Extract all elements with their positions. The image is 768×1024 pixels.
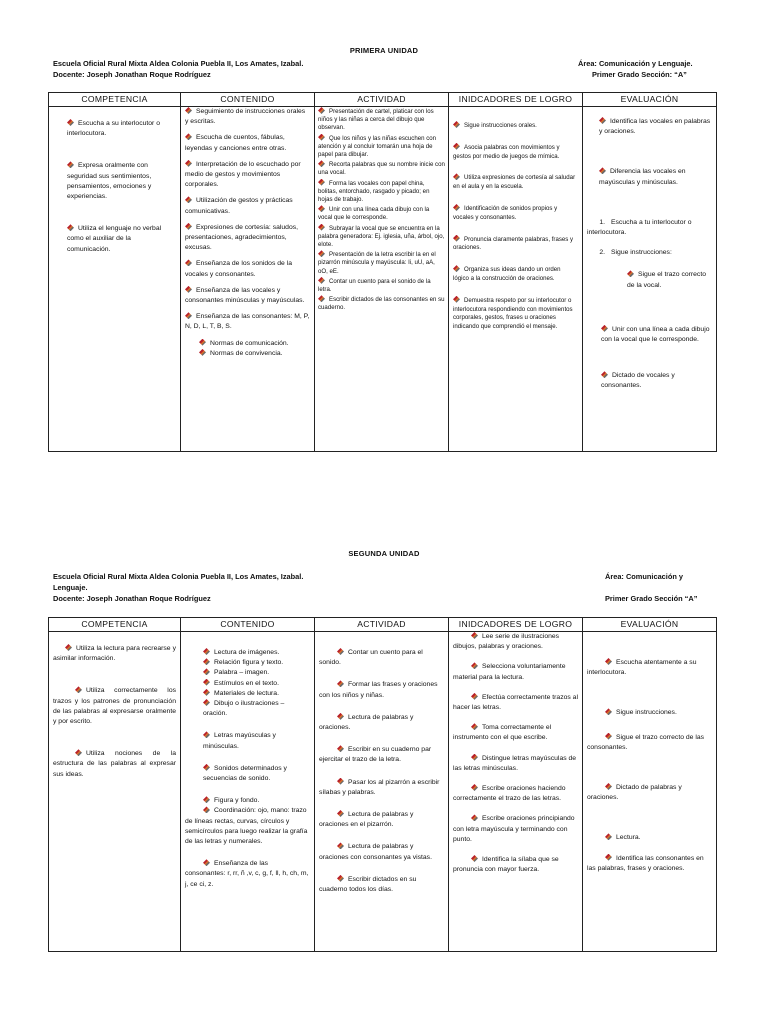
bullet-icon [318, 134, 325, 141]
list-item: Sonidos determinados y secuencias de sonido. [203, 764, 287, 783]
list-item: Diferencia las vocales en mayúsculas y minúsculas. [599, 168, 686, 186]
bullet-icon [318, 250, 325, 257]
bullet-icon [318, 107, 325, 114]
bullet-icon [471, 784, 478, 791]
bullet-icon [203, 796, 210, 803]
bullet-icon [471, 814, 478, 821]
header-competencia: COMPETENCIA [49, 93, 181, 107]
bullet-icon [453, 235, 460, 242]
bullet-icon [605, 658, 612, 665]
unit-title: PRIMERA UNIDAD [349, 46, 419, 55]
bullet-icon [605, 783, 612, 790]
bullet-icon [453, 265, 460, 272]
list-item: Utiliza el lenguaje no verbal como el auxiliar de la comunicación. [67, 225, 162, 253]
bullet-icon [601, 325, 608, 332]
school-name: Escuela Oficial Rural Mixta Aldea Colonia Puebla II, Los Amates, Izabal. [53, 59, 304, 68]
bullet-icon [318, 295, 325, 302]
header-indicadores: INIDCADORES DE LOGRO [449, 618, 583, 632]
bullet-icon [203, 689, 210, 696]
bullet-icon [199, 349, 206, 356]
list-item: Unir con una línea a cada dibujo con la vocal que le corresponde. [601, 325, 710, 344]
list-item: Utilización de gestos y prácticas comunicativas. [185, 197, 293, 215]
list-item: Dictado de palabras y oraciones. [587, 784, 682, 802]
actividad-cell [315, 632, 449, 952]
list-item: Forma las vocales con papel china, bolitas, entorchado, rasgado y picado; en hojas de trabajo. [318, 179, 430, 204]
bullet-icon [203, 806, 210, 813]
list-item: Utiliza expresiones de cortesía al saludar en el aula y en la escuela. [453, 174, 576, 191]
header-evaluacion: EVALUACIÓN [583, 93, 717, 107]
bullet-icon [203, 731, 210, 738]
grade-label: Primer Grado Sección “A” [605, 594, 698, 603]
actividad-cell [315, 107, 449, 452]
list-item: Utiliza nociones de la estructura de las palabras al expresar sus ideas. [53, 750, 176, 778]
list-item: Presentación de cartel, platicar con los niños y las niñas a cerca del dibujo que observan. [318, 108, 434, 132]
list-item: Dibujo o ilustraciones – oración. [203, 700, 285, 718]
list-item: Enseñanza de las consonantes: r, rr, ñ ,v, c, g, f, ll, h, ch, m, j, ce ci, z. [185, 860, 309, 888]
bullet-icon [605, 733, 612, 740]
list-item: Enseñanza de las vocales y consonantes minúsculas y mayúsculas. [185, 286, 305, 305]
bullet-icon [185, 223, 192, 230]
bullet-icon [337, 680, 344, 687]
list-item: Presentación de la letra escribir la en el pizarrón minúscula y mayúscula: Ii, uU, aA, oO, eE. [318, 251, 436, 275]
bullet-icon [627, 270, 634, 277]
bullet-icon [185, 286, 192, 293]
list-item: Relación figura y texto. [214, 659, 284, 667]
list-item: Enseñanza de las consonantes: M, P, N, D, L, T, B, S. [185, 313, 310, 331]
bullet-icon [337, 713, 344, 720]
teacher-name: Docente: Joseph Jonathan Roque Rodríguez [53, 70, 211, 79]
list-item: Expresiones de cortesía: saludos, presentaciones, agradecimientos, excusas. [185, 223, 299, 252]
table-header-row [49, 618, 717, 632]
list-item: Demuestra respeto por su interlocutor o interlocutora respondiendo con movimientos corporales, gestos, frases u oraciones indicando que comprendió el mensaje. [453, 296, 573, 331]
bullet-icon [185, 160, 192, 167]
bullet-icon [67, 161, 74, 168]
list-item: Escribe oraciones principiando con letra mayúscula y terminando con punto. [453, 815, 575, 843]
list-item: Escucha a su interlocutor o interlocutora. [67, 120, 160, 138]
list-item: Contar un cuento para el sonido. [319, 649, 423, 667]
bullet-icon [318, 160, 325, 167]
list-item: Enseñanza de los sonidos de la vocales y consonantes. [185, 260, 292, 278]
list-item: Sigue instrucciones. [616, 709, 677, 717]
list-item: Organiza sus ideas dando un orden lógico a la construcción de oraciones. [453, 266, 561, 282]
list-item: Escribir dictados en su cuaderno todos los días. [319, 875, 417, 894]
list-item: Escucha a tu interlocutor o interlocutora. [587, 218, 692, 237]
list-item: Pronuncia claramente palabras, frases y oraciones. [453, 235, 574, 252]
bullet-icon [337, 745, 344, 752]
teacher-name: Docente: Joseph Jonathan Roque Rodríguez [53, 594, 211, 603]
list-item: Interpretación de lo escuchado por medio de gestos y movimientos corporales. [185, 160, 301, 189]
bullet-icon [453, 173, 460, 180]
bullet-icon [601, 371, 608, 378]
header-competencia: COMPETENCIA [49, 618, 181, 632]
list-item: Identifica las vocales en palabras y oraciones. [599, 118, 711, 136]
list-item: Letras mayúsculas y minúsculas. [203, 732, 276, 750]
bullet-icon [471, 632, 478, 639]
header-contenido: CONTENIDO [181, 93, 315, 107]
list-item: Formar las frases y oraciones con los niños y niñas. [319, 681, 438, 699]
bullet-icon [185, 133, 192, 140]
list-item: Lectura de imágenes. [214, 649, 280, 656]
planning-table [48, 617, 717, 952]
bullet-icon [67, 119, 74, 126]
bullet-icon [599, 117, 606, 124]
list-item: Sigue instrucciones orales. [464, 122, 537, 129]
contenido-cell [181, 632, 315, 952]
bullet-icon [605, 854, 612, 861]
list-item: Pasar los al pizarrón a escribir sílabas y palabras. [319, 778, 440, 796]
bullet-icon [337, 778, 344, 785]
list-item: Estímulos en el texto. [214, 679, 279, 687]
header-evaluacion: EVALUACIÓN [583, 618, 717, 632]
bullet-icon [318, 179, 325, 186]
list-item: Lectura. [616, 834, 641, 842]
bullet-icon [203, 764, 210, 771]
list-item: Expresa oralmente con seguridad sus sentimientos, pensamientos, emociones y experiencias. [67, 162, 152, 201]
evaluacion-cell [583, 107, 717, 452]
list-item: Seguimiento de instrucciones orales y escritas. [185, 108, 306, 126]
bullet-icon [318, 277, 325, 284]
list-item: Lectura de palabras y oraciones. [319, 713, 414, 732]
list-item: Escribir en su cuaderno par ejercitar el trazo de la letra. [319, 746, 432, 764]
competencia-cell [49, 632, 181, 952]
evaluacion-cell [583, 632, 717, 952]
list-item: Normas de comunicación. [210, 339, 289, 347]
list-item: Lee serie de ilustraciones dibujos, palabras y oraciones. [453, 633, 560, 651]
indicadores-cell [449, 107, 583, 452]
list-item: Identifica las consonantes en las palabras, frases y oraciones. [587, 854, 704, 872]
bullet-icon [453, 143, 460, 150]
table-row [49, 632, 717, 952]
bullet-icon [203, 648, 210, 655]
list-item: Escucha atentamente a su interlocutora. [587, 659, 697, 677]
list-item: Subrayar la vocal que se encuentra en la palabra generadora: Ej. iglesia, uña, árbol, ojo, elote. [318, 224, 445, 249]
bullet-icon [453, 296, 460, 303]
list-item: Palabra – imagen. [214, 669, 270, 677]
list-item: Sigue instrucciones: [611, 249, 672, 257]
bullet-icon [605, 833, 612, 840]
header-indicadores: INIDCADORES DE LOGRO [449, 93, 583, 107]
bullet-icon [203, 658, 210, 665]
planning-table [48, 92, 717, 452]
area-label: Área: Comunicación y [605, 572, 684, 581]
list-item: Lectura de palabras y oraciones en el pizarrón. [319, 811, 414, 829]
bullet-icon [203, 679, 210, 686]
bullet-icon [599, 167, 606, 174]
bullet-icon [337, 648, 344, 655]
bullet-icon [471, 723, 478, 730]
bullet-icon [185, 196, 192, 203]
list-item: Utiliza la lectura para recrearse y asimilar información. [53, 645, 176, 663]
bullet-icon [453, 121, 460, 128]
list-item: Que los niños y las niñas escuchen con atención y al concluir tomarán una hoja de papel para dibujar. [318, 134, 437, 159]
list-item: Sigue el trazo correcto de las consonantes. [587, 733, 705, 751]
list-item: Contar un cuento para el sonido de la letra. [318, 277, 431, 294]
bullet-icon [471, 693, 478, 700]
school-name: Escuela Oficial Rural Mixta Aldea Colonia Puebla II, Los Amates, Izabal. [53, 572, 304, 581]
bullet-icon [203, 668, 210, 675]
area-label: Área: Comunicación y Lenguaje. [578, 59, 693, 68]
bullet-icon [605, 708, 612, 715]
bullet-icon [203, 859, 210, 866]
table-row [49, 107, 717, 452]
list-item: Efectúa correctamente trazos al hacer las letras. [453, 693, 578, 712]
header-actividad: ACTIVIDAD [315, 618, 449, 632]
bullet-icon [203, 699, 210, 706]
bullet-icon [75, 749, 82, 756]
list-number: 2. [599, 249, 605, 257]
list-item: Normas de convivencia. [210, 349, 283, 357]
bullet-icon [185, 259, 192, 266]
competencia-cell [49, 107, 181, 452]
school-name-continued: Lenguaje. [53, 583, 88, 592]
list-item: Utiliza correctamente los trazos y los patrones de pronunciación de las palabras al expresarse oralmente y por escrito. [53, 687, 176, 726]
list-item: Selecciona voluntariamente material para la lectura. [453, 663, 566, 681]
list-item: Lectura de palabras y oraciones con consonantes ya vistas. [319, 843, 432, 861]
bullet-icon [65, 644, 72, 651]
bullet-icon [75, 686, 82, 693]
unit-title: SEGUNDA UNIDAD [348, 549, 420, 558]
bullet-icon [337, 875, 344, 882]
list-item: Identificación de sonidos propios y vocales y consonantes. [453, 204, 558, 221]
bullet-icon [199, 339, 206, 346]
table-header-row [49, 93, 717, 107]
indicadores-cell [449, 632, 583, 952]
list-item: Sigue el trazo correcto de la vocal. [627, 271, 707, 289]
list-item: Coordinación: ojo, mano: trazo de líneas rectas, curvas, círculos y semicírculos para luego realizar la grafía de las letras y numerales. [185, 807, 308, 846]
bullet-icon [471, 662, 478, 669]
list-item: Materiales de lectura. [214, 689, 279, 697]
list-item: Identifica la sílaba que se pronuncia con mayor fuerza. [453, 856, 559, 874]
grade-label: Primer Grado Sección: “A” [592, 70, 687, 79]
list-item: Unir con una línea cada dibujo con la vocal que le corresponde. [318, 206, 430, 222]
list-item: Escribir dictados de las consonantes en su cuaderno. [318, 296, 445, 312]
bullet-icon [318, 224, 325, 231]
bullet-icon [471, 855, 478, 862]
bullet-icon [185, 107, 192, 114]
list-item: Figura y fondo. [214, 797, 260, 805]
bullet-icon [453, 204, 460, 211]
list-item: Distingue letras mayúsculas de las letras minúsculas. [453, 754, 577, 772]
bullet-icon [67, 224, 74, 231]
header-contenido: CONTENIDO [181, 618, 315, 632]
list-item: Dictado de vocales y consonantes. [601, 372, 675, 390]
list-item: Escribe oraciones haciendo correctamente el trazo de las letras. [453, 785, 566, 803]
bullet-icon [471, 754, 478, 761]
bullet-icon [337, 810, 344, 817]
bullet-icon [337, 842, 344, 849]
list-number: 1. [599, 218, 605, 226]
list-item: Asocia palabras con movimientos y gestos por medio de juegos de mímica. [453, 143, 560, 160]
bullet-icon [185, 312, 192, 319]
bullet-icon [318, 205, 325, 212]
list-item: Escucha de cuentos, fábulas, leyendas y canciones entre otras. [185, 134, 287, 152]
list-item: Toma correctamente el instrumento con el que escribe. [453, 724, 552, 742]
list-item: Recorta palabras que su nombre inicie con una vocal. [318, 161, 445, 177]
header-actividad: ACTIVIDAD [315, 93, 449, 107]
contenido-cell [181, 107, 315, 452]
